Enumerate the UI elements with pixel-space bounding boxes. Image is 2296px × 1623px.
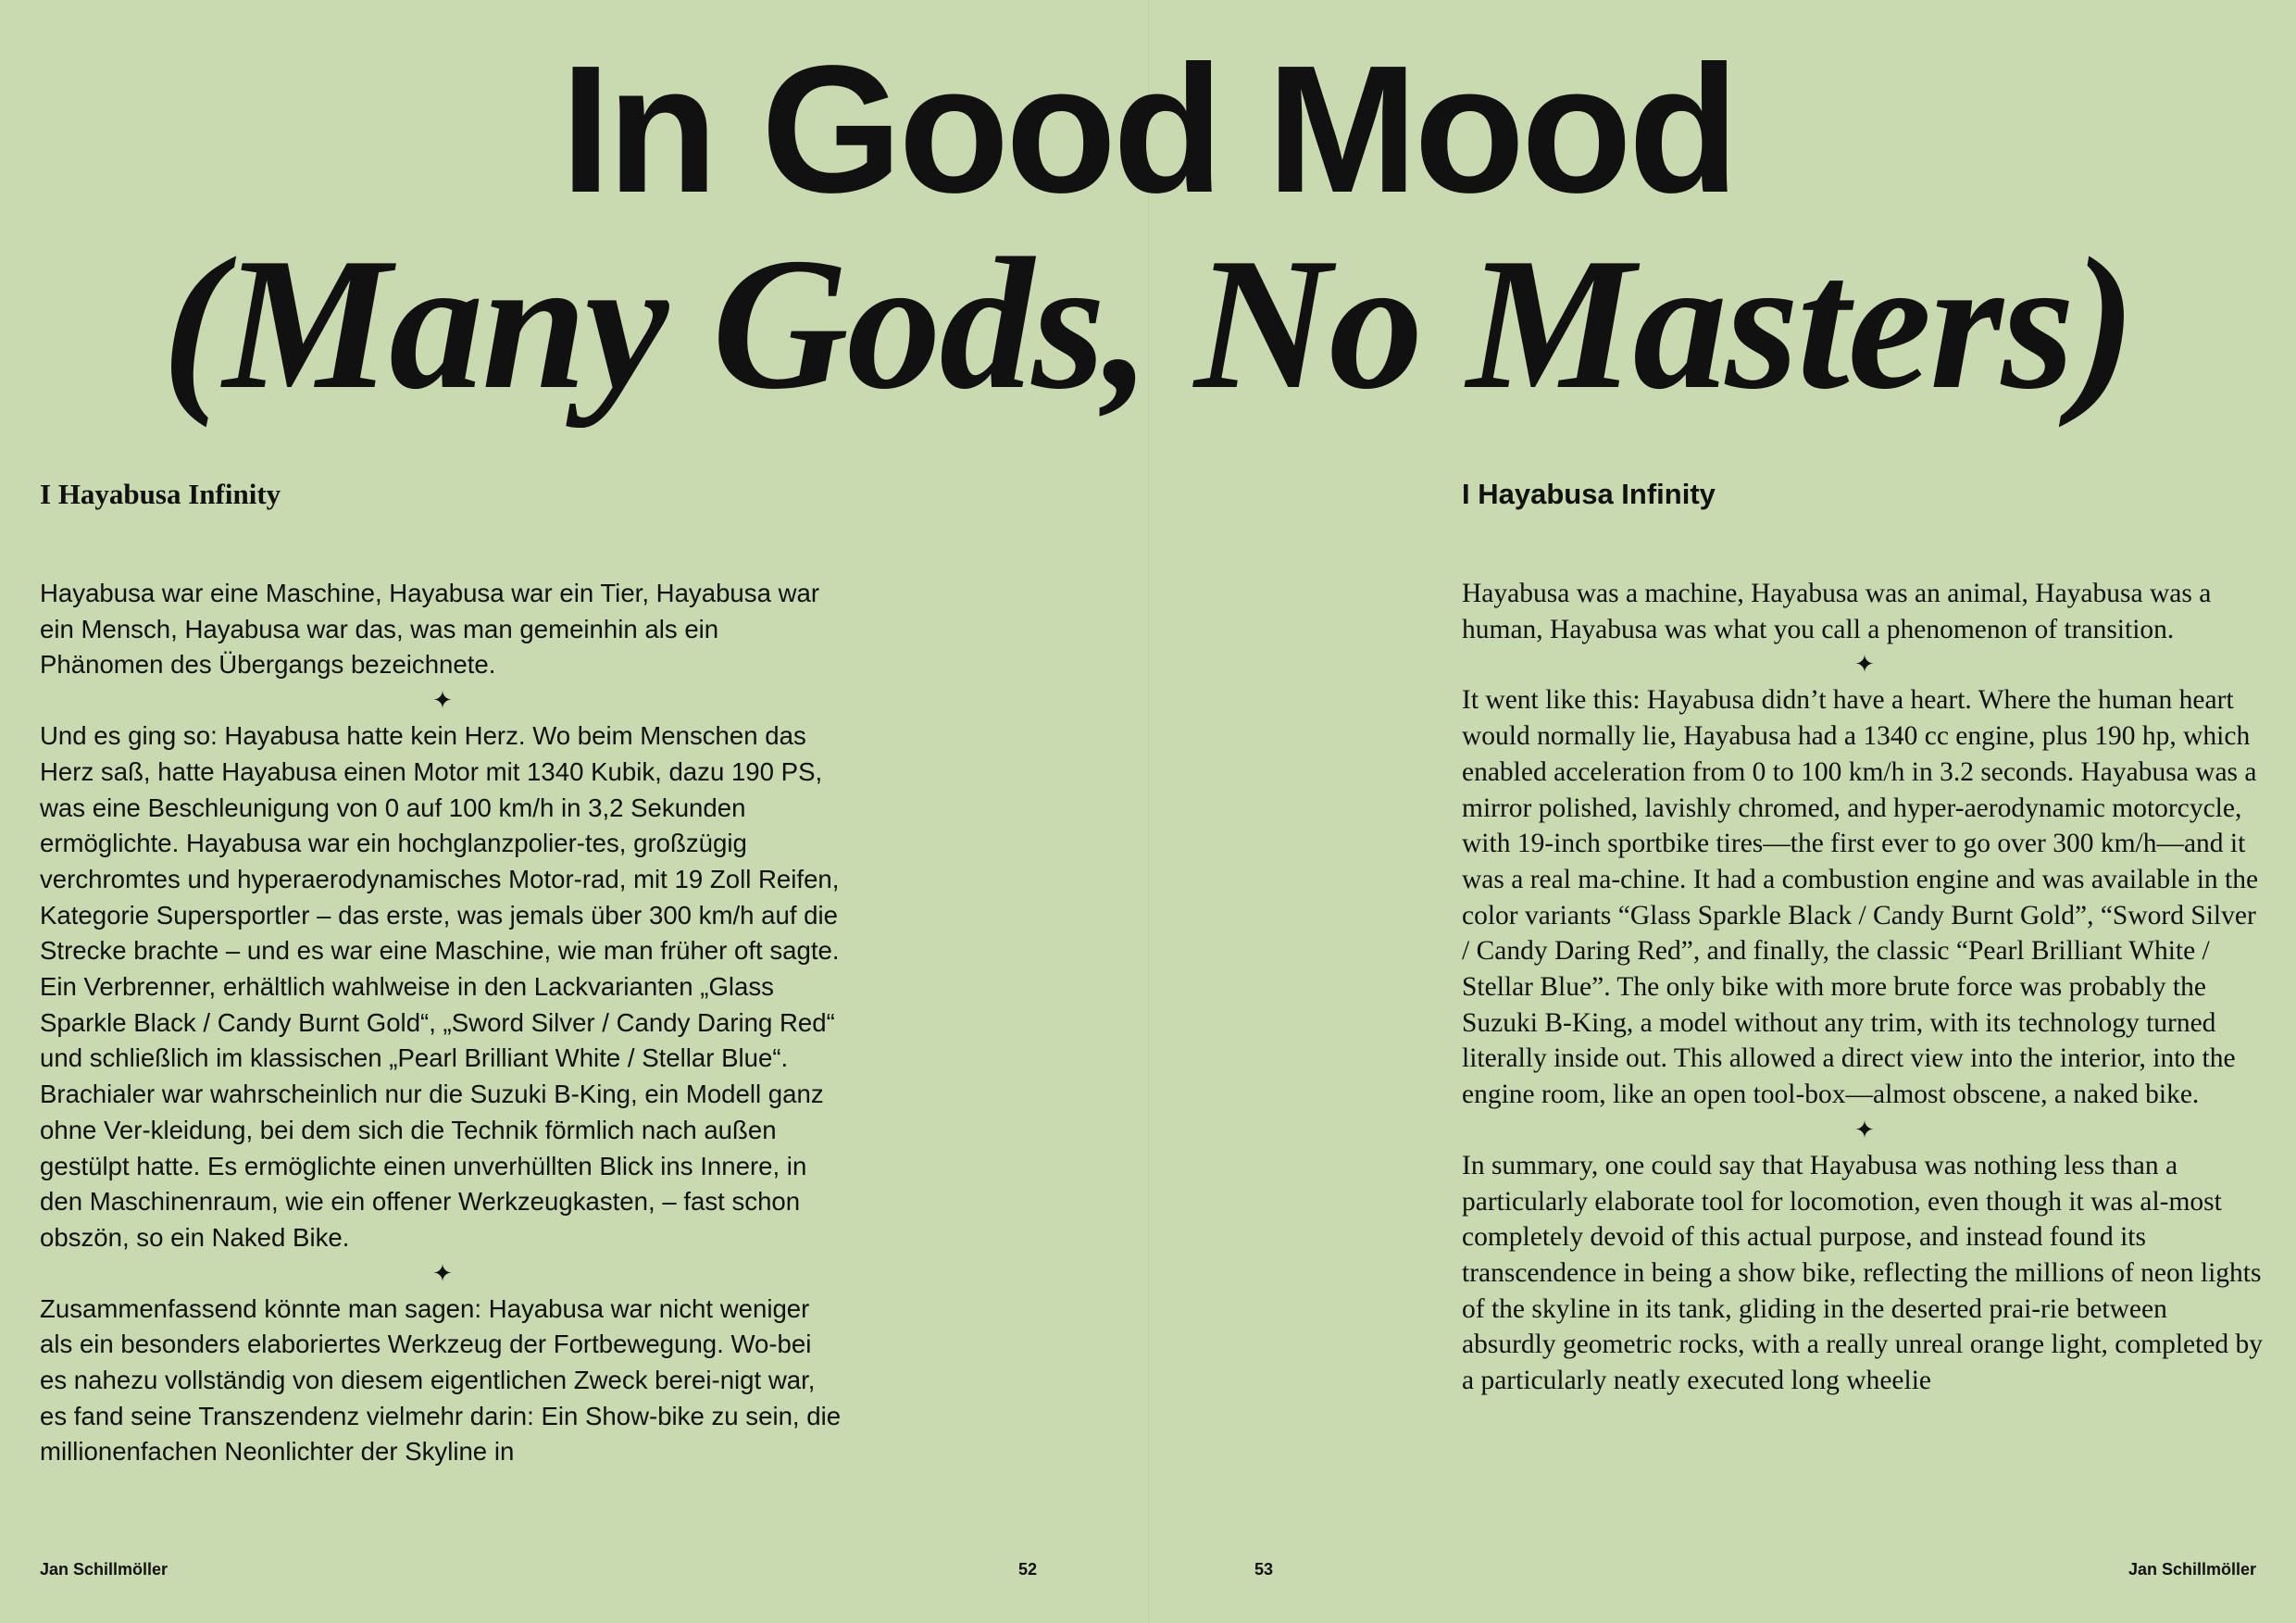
right-page-number: 53 [1254, 1560, 1274, 1579]
left-page-column [40, 474, 845, 1470]
star-separator-icon: ✦ [432, 687, 453, 716]
left-paragraph-3: Zusammenfassend könnte man sagen: Hayabusa war nicht weniger als ein besonders elaboriertes Werkzeug der Fortbewegung. Wo-bei es nahezu vollständig von diesem eigentlichen Zweck berei-nigt war, es fand seine Transzendenz vielmehr darin: Ein Show-bike zu sein, die millionenfachen Neonlichter der Skyline in [40, 1293, 842, 1467]
right-footer-author: Jan Schillmöller [2128, 1560, 2256, 1579]
left-paragraph-2: Und es ging so: Hayabusa hatte kein Herz. Wo beim Menschen das Herz saß, hatte Hayabusa einen Motor mit 1340 Kubik, dazu 190 PS, was eine Beschleunigung von 0 auf 100 km/h in 3,2 Sekunden ermöglichte. Hayabusa war ein hochglanzpolier-tes, großzügig verchromtes und hyperaerodynamisches Motor-rad, mit 19 Zoll Reifen, Kategorie Supersportler – das erste, was jemals über 300 km/h auf die Strecke brachte – und es war eine Maschine, wie man früher oft sagte. Ein Verbrenner, erhältlich wahlweise in den Lackvarianten „Glass Sparkle Black / Candy Burnt Gold“, „Sword Silver / Candy Daring Red“ und schließlich im klassischen „Pearl Brilliant White / Stellar Blue“. Brachialer war wahrscheinlich nur die Suzuki B-King, ein Modell ganz ohne Ver-kleidung, bei dem sich die Technik förmlich nach außen gestülpt hatte. Es ermöglichte einen unverhüllten Blick ins Innere, in den Maschinenraum, wie ein offener Werkzeugkasten, – fast schon obszön, so ein Naked Bike. [40, 721, 840, 1252]
left-paragraph-1: Hayabusa war eine Maschine, Hayabusa war ein Tier, Hayabusa war ein Mensch, Hayabusa war das, was man gemeinhin als ein Phänomen des Übergangs bezeichnete. [40, 579, 820, 680]
right-paragraph-2: It went like this: Hayabusa didn’t have a heart. Where the human heart would normally lie, Hayabusa had a 1340 cc engine, plus 190 hp, which enabled acceleration from 0 to 100 km/h in 3.2 seconds. Hayabusa was a mirror polished, lavishly chromed, and hyper-aerodynamic motorcycle, with 19-inch sportbike tires—the first ever to go over 300 km/h—and it was a real ma-chine. It had a combustion engine and was available in the color variants “Glass Sparkle Black / Candy Burnt Gold”, “Sword Silver / Candy Daring Red”, and finally, the classic “Pearl Brilliant White / Stellar Blue”. The only bike with more brute force was probably the Suzuki B-King, a model without any trim, with its technology turned literally inside out. This allowed a direct view into the interior, into the engine room, like an open tool-box—almost obscene, a naked bike. [1462, 685, 2259, 1110]
right-section-heading: I Hayabusa Infinity [1462, 478, 1716, 510]
article-title: In Good Mood [560, 28, 1736, 231]
right-paragraph-3: In summary, one could say that Hayabusa was nothing less than a particularly elaborate tool for locomotion, even though it was al-most completely devoid of this actual purpose, and instead found its transcendence in being a show bike, reflecting the millions of neon lights of the skyline in its tank, gliding in the deserted prai-rie between absurdly geometric rocks, with a really unreal orange light, completed by a particularly neatly executed long wheelie [1462, 1150, 2264, 1396]
left-section-heading: I Hayabusa Infinity [40, 478, 281, 510]
left-page-number: 52 [1018, 1560, 1038, 1579]
article-subtitle: (Many Gods, No Masters) [161, 219, 2135, 429]
star-separator-icon: ✦ [1854, 651, 1875, 680]
left-footer-author: Jan Schillmöller [40, 1560, 168, 1579]
star-separator-icon: ✦ [432, 1259, 453, 1288]
star-separator-icon: ✦ [1854, 1116, 1875, 1144]
right-page-column [1462, 474, 2267, 1399]
right-paragraph-1: Hayabusa was a machine, Hayabusa was an animal, Hayabusa was a human, Hayabusa was what you call a phenomenon of transition. [1462, 579, 2212, 644]
